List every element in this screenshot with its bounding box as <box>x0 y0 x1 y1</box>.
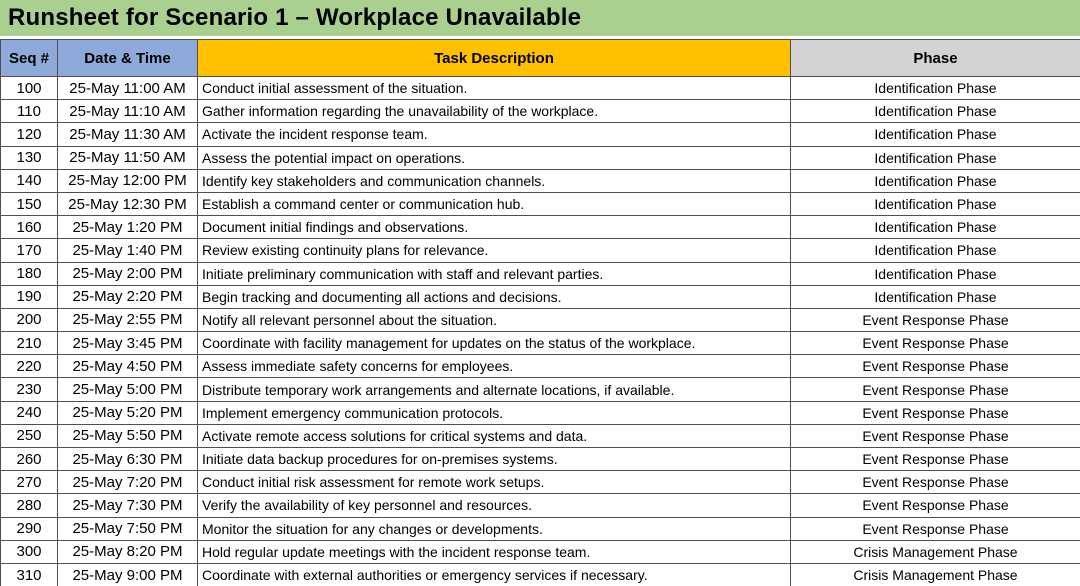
sheet-title: Runsheet for Scenario 1 – Workplace Unavailable <box>0 0 1080 36</box>
task-cell: Assess immediate safety concerns for employees. <box>198 355 791 378</box>
datetime-cell: 25-May 5:00 PM <box>58 378 198 401</box>
task-cell: Review existing continuity plans for relevance. <box>198 239 791 262</box>
table-row <box>1 378 1080 401</box>
datetime-cell: 25-May 7:30 PM <box>58 494 198 517</box>
table-row <box>1 448 1080 471</box>
seq-cell: 270 <box>1 471 58 494</box>
table-header <box>1 40 1080 77</box>
phase-cell: Identification Phase <box>791 169 1080 192</box>
phase-cell: Event Response Phase <box>791 448 1080 471</box>
datetime-cell: 25-May 1:40 PM <box>58 239 198 262</box>
phase-cell: Event Response Phase <box>791 401 1080 424</box>
seq-cell: 130 <box>1 146 58 169</box>
table-row <box>1 401 1080 424</box>
phase-cell: Identification Phase <box>791 192 1080 215</box>
phase-cell: Event Response Phase <box>791 424 1080 447</box>
phase-cell: Event Response Phase <box>791 517 1080 540</box>
datetime-cell: 25-May 1:20 PM <box>58 216 198 239</box>
task-cell: Implement emergency communication protocols. <box>198 401 791 424</box>
table-row <box>1 77 1080 100</box>
runsheet-table <box>0 39 1080 586</box>
table-row <box>1 123 1080 146</box>
table-row <box>1 540 1080 563</box>
seq-cell: 120 <box>1 123 58 146</box>
phase-cell: Identification Phase <box>791 285 1080 308</box>
phase-cell: Identification Phase <box>791 123 1080 146</box>
task-cell: Activate the incident response team. <box>198 123 791 146</box>
task-cell: Establish a command center or communication hub. <box>198 192 791 215</box>
phase-cell: Identification Phase <box>791 77 1080 100</box>
datetime-cell: 25-May 4:50 PM <box>58 355 198 378</box>
task-cell: Begin tracking and documenting all actions and decisions. <box>198 285 791 308</box>
column-header-datetime: Date & Time <box>58 40 198 77</box>
table-row <box>1 192 1080 215</box>
task-cell: Document initial findings and observations. <box>198 216 791 239</box>
task-cell: Verify the availability of key personnel and resources. <box>198 494 791 517</box>
table-row <box>1 216 1080 239</box>
phase-cell: Crisis Management Phase <box>791 540 1080 563</box>
datetime-cell: 25-May 11:30 AM <box>58 123 198 146</box>
phase-cell: Event Response Phase <box>791 308 1080 331</box>
task-cell: Notify all relevant personnel about the situation. <box>198 308 791 331</box>
task-cell: Conduct initial risk assessment for remote work setups. <box>198 471 791 494</box>
task-cell: Distribute temporary work arrangements and alternate locations, if available. <box>198 378 791 401</box>
seq-cell: 310 <box>1 563 58 586</box>
datetime-cell: 25-May 7:20 PM <box>58 471 198 494</box>
task-cell: Identify key stakeholders and communication channels. <box>198 169 791 192</box>
task-cell: Hold regular update meetings with the incident response team. <box>198 540 791 563</box>
table-row <box>1 471 1080 494</box>
phase-cell: Identification Phase <box>791 100 1080 123</box>
table-row <box>1 146 1080 169</box>
seq-cell: 170 <box>1 239 58 262</box>
seq-cell: 250 <box>1 424 58 447</box>
table-row <box>1 308 1080 331</box>
table-body <box>1 77 1080 586</box>
task-cell: Activate remote access solutions for critical systems and data. <box>198 424 791 447</box>
datetime-cell: 25-May 11:00 AM <box>58 77 198 100</box>
datetime-cell: 25-May 9:00 PM <box>58 563 198 586</box>
task-cell: Conduct initial assessment of the situation. <box>198 77 791 100</box>
phase-cell: Identification Phase <box>791 262 1080 285</box>
task-cell: Initiate preliminary communication with staff and relevant parties. <box>198 262 791 285</box>
table-row <box>1 169 1080 192</box>
table-row <box>1 494 1080 517</box>
header-row <box>1 40 1080 77</box>
column-header-task-description: Task Description <box>198 40 791 77</box>
phase-cell: Event Response Phase <box>791 471 1080 494</box>
column-header-seq: Seq # <box>1 40 58 77</box>
seq-cell: 260 <box>1 448 58 471</box>
table-row <box>1 239 1080 262</box>
phase-cell: Event Response Phase <box>791 355 1080 378</box>
datetime-cell: 25-May 11:10 AM <box>58 100 198 123</box>
datetime-cell: 25-May 5:50 PM <box>58 424 198 447</box>
task-cell: Initiate data backup procedures for on-premises systems. <box>198 448 791 471</box>
task-cell: Coordinate with external authorities or emergency services if necessary. <box>198 563 791 586</box>
phase-cell: Identification Phase <box>791 146 1080 169</box>
seq-cell: 220 <box>1 355 58 378</box>
table-row <box>1 100 1080 123</box>
datetime-cell: 25-May 2:20 PM <box>58 285 198 308</box>
task-cell: Gather information regarding the unavailability of the workplace. <box>198 100 791 123</box>
column-header-phase: Phase <box>791 40 1080 77</box>
phase-cell: Event Response Phase <box>791 332 1080 355</box>
seq-cell: 290 <box>1 517 58 540</box>
phase-cell: Event Response Phase <box>791 378 1080 401</box>
task-cell: Coordinate with facility management for updates on the status of the workplace. <box>198 332 791 355</box>
seq-cell: 110 <box>1 100 58 123</box>
table-row <box>1 355 1080 378</box>
seq-cell: 100 <box>1 77 58 100</box>
table-row <box>1 563 1080 586</box>
table-row <box>1 424 1080 447</box>
task-cell: Assess the potential impact on operations. <box>198 146 791 169</box>
datetime-cell: 25-May 6:30 PM <box>58 448 198 471</box>
phase-cell: Crisis Management Phase <box>791 563 1080 586</box>
phase-cell: Identification Phase <box>791 239 1080 262</box>
datetime-cell: 25-May 12:00 PM <box>58 169 198 192</box>
seq-cell: 280 <box>1 494 58 517</box>
seq-cell: 230 <box>1 378 58 401</box>
table-row <box>1 332 1080 355</box>
seq-cell: 180 <box>1 262 58 285</box>
table-row <box>1 285 1080 308</box>
datetime-cell: 25-May 5:20 PM <box>58 401 198 424</box>
seq-cell: 200 <box>1 308 58 331</box>
datetime-cell: 25-May 12:30 PM <box>58 192 198 215</box>
datetime-cell: 25-May 11:50 AM <box>58 146 198 169</box>
datetime-cell: 25-May 3:45 PM <box>58 332 198 355</box>
seq-cell: 300 <box>1 540 58 563</box>
phase-cell: Event Response Phase <box>791 494 1080 517</box>
table-row <box>1 262 1080 285</box>
seq-cell: 210 <box>1 332 58 355</box>
table-row <box>1 517 1080 540</box>
seq-cell: 240 <box>1 401 58 424</box>
seq-cell: 190 <box>1 285 58 308</box>
datetime-cell: 25-May 7:50 PM <box>58 517 198 540</box>
datetime-cell: 25-May 2:55 PM <box>58 308 198 331</box>
seq-cell: 160 <box>1 216 58 239</box>
seq-cell: 140 <box>1 169 58 192</box>
task-cell: Monitor the situation for any changes or developments. <box>198 517 791 540</box>
phase-cell: Identification Phase <box>791 216 1080 239</box>
datetime-cell: 25-May 2:00 PM <box>58 262 198 285</box>
datetime-cell: 25-May 8:20 PM <box>58 540 198 563</box>
seq-cell: 150 <box>1 192 58 215</box>
